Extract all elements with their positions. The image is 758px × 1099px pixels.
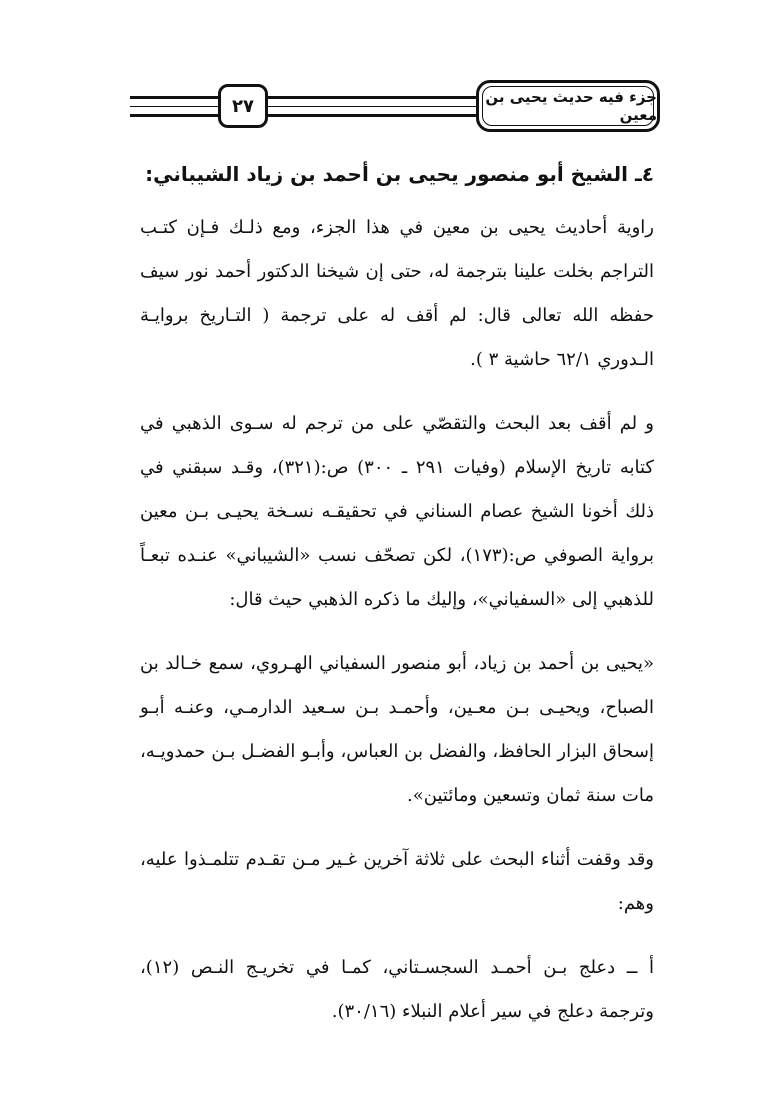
page-number: ٢٧ (218, 84, 268, 128)
page-header (0, 0, 758, 150)
paragraph: و لم أقف بعد البحث والتقصّي على من ترجم له سـوى الذهبي في كتابه تاريخ الإسلام (وفيات ٢٩١ ـ ٣٠٠) ص:(٣٢١)، وقـد سبقني في ذلك أخونا الشيخ عصام السناني في تحقيقـه نسـخة يحيـى بـن معين برواية الصوفي ص:(١٧٣)، لكن تصحّف نسب «الشيباني» عنـده تبعـاً للذهبي إلى «السفياني»، وإليك ما ذكره الذهبي حيث قال: (140, 413, 654, 610)
running-title: جزء فيه حديث يحيى بن معين (476, 80, 660, 132)
header-rule-thin (130, 106, 478, 107)
paragraph: راوية أحاديث يحيى بن معين في هذا الجزء، ومع ذلـك فـإن كتـب التراجم بخلت علينا بترجمة له، حتى إن شيخنا الدكتور أحمد نور سيف حفظه الله تعالى قال: لم أقف له على ترجمة ( التـاريخ بروايـة الـدوري ٦٢/١ حاشية ٣ ). (140, 217, 654, 370)
header-rule-bottom (130, 114, 478, 117)
page-body (140, 150, 654, 1054)
header-rule-thick (130, 96, 478, 99)
list-item: أ ــ دعلج بـن أحمـد السجسـتاني، كمـا في تخريـج النـص (١٢)، وترجمة دعلج في سير أعلام النبلاء (٣٠/١٦). (140, 957, 654, 1022)
quotation-paragraph: «يحيى بن أحمد بن زياد، أبو منصور السفياني الهـروي، سمع خـالد بن الصباح، ويحيـى بـن معـين، وأحمـد بـن سـعيد الدارمـي، وعنـه أبـو إسحاق البزار الحافظ، والفضل بن العباس، وأبـو الفضـل بـن حمدويـه، مات سنة ثمان وتسعين ومائتين». (140, 653, 654, 806)
section-heading: ٤ـ الشيخ أبو منصور يحيى بن أحمد بن زياد الشيباني: (145, 162, 654, 186)
paragraph: وقد وقفت أثناء البحث على ثلاثة آخرين غـير مـن تقـدم تتلمـذوا عليه، وهم: (140, 849, 654, 914)
